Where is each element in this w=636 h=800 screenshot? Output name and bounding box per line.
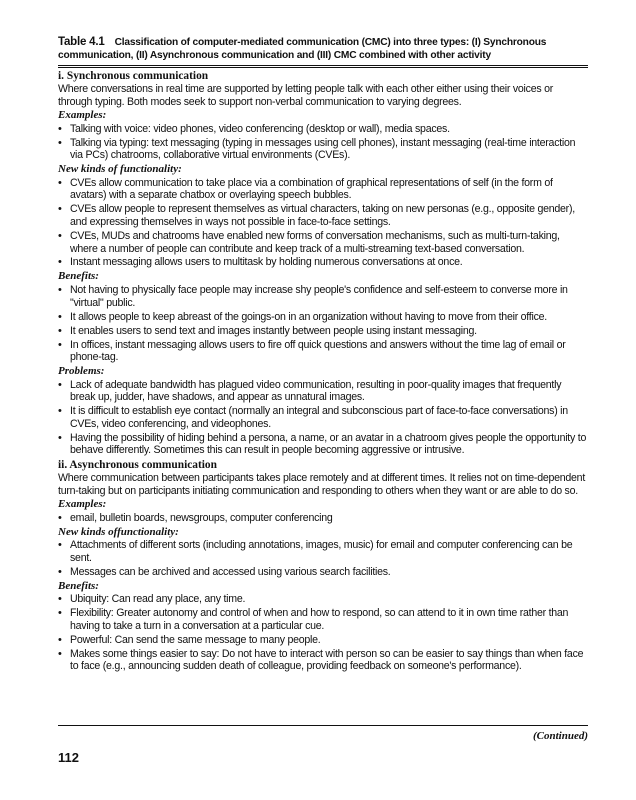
list-item: • Flexibility: Greater autonomy and control of when and how to respond, so can attend to it in own time rather than having to take a turn in a conversation at a particular cue. xyxy=(58,607,588,632)
caption-line-1: Classification of computer-mediated communication (CMC) into three types: (I) Synchronous xyxy=(114,37,547,48)
list-item: • Powerful: Can send the same message to many people. xyxy=(58,634,588,647)
section-heading-asynchronous: ii. Asynchronous communication xyxy=(58,458,217,471)
examples-label: Examples: xyxy=(58,109,107,122)
list-item: • It is difficult to establish eye contact (normally an integral and subconscious part of face-to-face conversations) in CVEs, video conferencing, and videophones. xyxy=(58,405,588,430)
table-top-rule-thin xyxy=(58,67,588,68)
list-item: • Lack of adequate bandwidth has plagued video communication, resulting in poor-quality images that frequently break up, judder, have shadows, and appear as unnatural images. xyxy=(58,379,588,404)
list-item: • Not having to physically face people may increase shy people's confidence and self-esteem to converse more in "virtual" public. xyxy=(58,284,588,309)
examples-list xyxy=(58,512,588,525)
problems-list xyxy=(58,379,588,457)
list-item: • In offices, instant messaging allows users to fire off quick questions and answers without the time lag of email or phone-tag. xyxy=(58,339,588,364)
examples-list xyxy=(58,123,588,162)
list-item: • CVEs allow people to represent themselves as virtual characters, taking on new personas (e.g., opposite gender), and expressing themselves in ways not possible in face-to-face settings. xyxy=(58,203,588,228)
benefits-list xyxy=(58,284,588,364)
benefits-label: Benefits: xyxy=(58,579,99,592)
list-item: • Ubiquity: Can read any place, any time. xyxy=(58,593,588,606)
list-item: • It allows people to keep abreast of the goings-on in an organization without having to move from their office. xyxy=(58,311,588,324)
section-intro-synchronous: Where conversations in real time are supported by letting people talk with each other either using their voices or through typing. Both modes seek to support non-verbal communication to varying degrees. xyxy=(58,83,553,108)
table-bottom-rule xyxy=(58,725,588,726)
benefits-list xyxy=(58,593,588,673)
list-item: • Makes some things easier to say: Do not have to interact with person so can be easier to say things than when face to face (e.g., announcing sudden death of colleague, providing feedback on someone's performance). xyxy=(58,648,588,673)
problems-label: Problems: xyxy=(58,365,105,378)
benefits-label: Benefits: xyxy=(58,270,99,283)
list-item: • Talking with voice: video phones, video conferencing (desktop or wall), media spaces. xyxy=(58,123,588,136)
list-item: • Messages can be archived and accessed using various search facilities. xyxy=(58,566,588,579)
list-item: • It enables users to send text and images instantly between people using instant messaging. xyxy=(58,325,588,338)
continued-label: (Continued) xyxy=(532,730,588,742)
functionality-label: New kinds offunctionality: xyxy=(58,525,179,538)
section-intro-asynchronous: Where communication between participants takes place remotely and at different times. It relies not on time-dependent turn-taking but on participants initiating communication and responding to others when they want or are able to do so. xyxy=(58,471,586,497)
book-page xyxy=(58,36,588,674)
list-item: • CVEs allow communication to take place via a combination of graphical representations of self (in the form of avatars) with a separate chatbox or overlaying speech bubbles. xyxy=(58,177,588,202)
functionality-list xyxy=(58,177,588,269)
list-item: • Talking via typing: text messaging (typing in messages using cell phones), instant messaging (real-time interaction via PCs) chatrooms, collaborative virtual environments (CVEs). xyxy=(58,137,588,162)
examples-label: Examples: xyxy=(58,498,107,511)
list-item: • Attachments of different sorts (including annotations, images, music) for email and computer conferencing can be sent. xyxy=(58,539,588,564)
functionality-label: New kinds of functionality: xyxy=(58,163,182,176)
table-number: Table 4.1 xyxy=(58,36,105,48)
functionality-list xyxy=(58,539,588,578)
list-item: • Instant messaging allows users to multitask by holding numerous conversations at once. xyxy=(58,256,588,269)
page-number: 112 xyxy=(58,750,79,765)
list-item: • Having the possibility of hiding behind a persona, a name, or an avatar in a chatroom gives people the opportunity to behave differently. Sometimes this can result in people becoming aggressive or intrusive. xyxy=(58,432,588,457)
section-heading-synchronous: i. Synchronous communication xyxy=(58,70,209,82)
table-top-rule xyxy=(58,65,588,66)
list-item: • CVEs, MUDs and chatrooms have enabled new forms of conversation mechanisms, such as multi-turn-taking, where a number of people can contribute and keep track of a multi-streaming text-based conversation. xyxy=(58,230,588,255)
list-item: • email, bulletin boards, newsgroups, computer conferencing xyxy=(58,512,588,525)
table-caption xyxy=(58,36,588,62)
caption-line-2: communication, (II) Asynchronous communication and (III) CMC combined with other activity xyxy=(58,50,491,61)
